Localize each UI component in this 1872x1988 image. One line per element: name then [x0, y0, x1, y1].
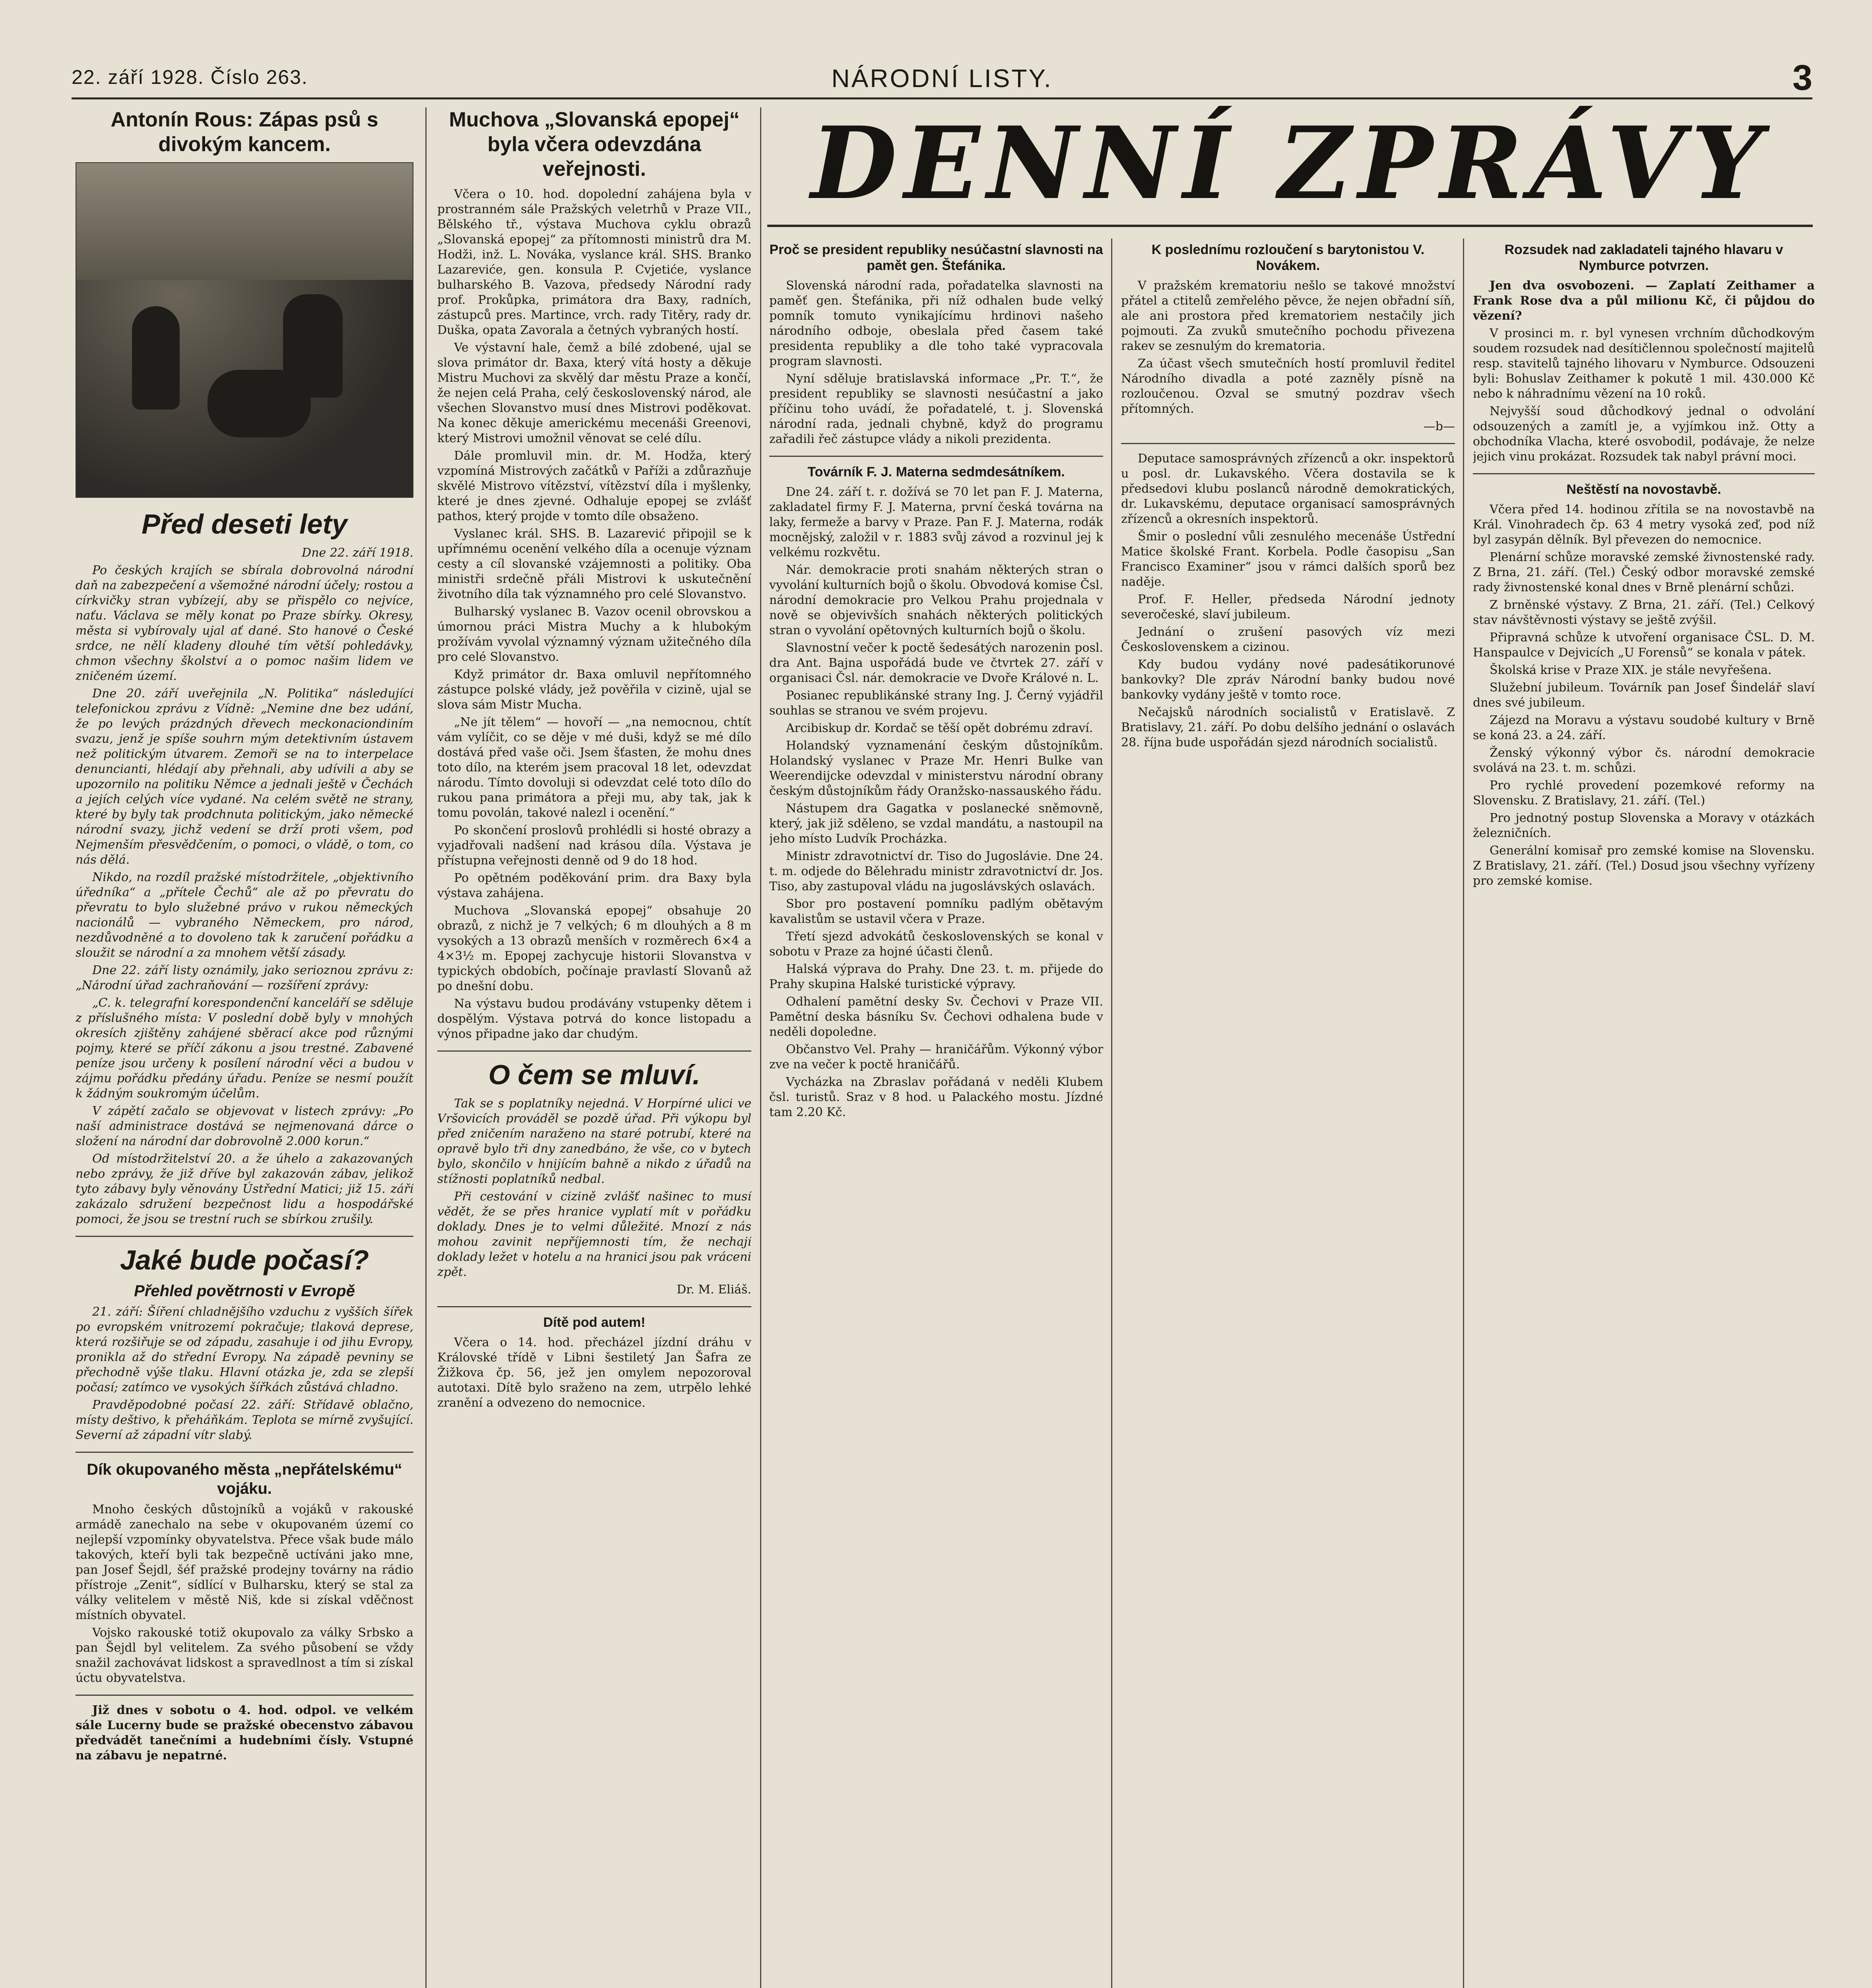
column-3	[769, 239, 1103, 1988]
article-paragraph: Arcibiskup dr. Kordač se těší opět dobrému zdraví.	[786, 721, 1093, 735]
article-signature: Dr. M. Eliáš.	[677, 1283, 751, 1297]
article-paragraph: „Ne jít tělem“ — hovoří — „na nemocnou, chtít vám vylíčit, co se děje v mé duši, když se mé dílo dostává před vaše oči. Jsem šťasten, že mohu dnes toto dílo, na kterém jsem pracoval 18 let, odevzdat národu. Tímto dovoluji si odevzdat celé toto dílo do rukou pana primátora a přeji mu, aby tak, jak k tomu povolán, takové nalezl i ocenění.“	[437, 715, 751, 820]
article-paragraph: Holandský vyznamenání českým důstojníkům. Holandský vyslanec v Praze Mr. Henri Bulke van Weerendijcke odevzdal v ministerstvu národní obrany českým důstojníkům řády Oranžsko-nassauského řádu.	[769, 739, 1103, 798]
photo-headline: Antonín Rous: Zápas psů s divokým kancem.	[111, 108, 378, 156]
article-paragraph: Na výstavu budou prodávány vstupenky dětem i dospělým. Výstava potrvá do konce listopadu a výnos připadne jako dar chudým.	[437, 997, 751, 1041]
article-paragraph: Nečajsků národních socialistů v Eratislavě. Z Bratislavy, 21. září. Po dobu delšího jednání o oslavách 28. října bude uspořádán sjezd národních socialistů.	[1121, 705, 1455, 749]
article-paragraph: Plenární schůze moravské zemské živnostenské rady. Z Brna, 21. září. (Tel.) Český odbor moravské zemské rady živnostenské konal dnes v Brně plenární schůzi.	[1473, 550, 1815, 594]
page-header	[72, 58, 1812, 99]
article-paragraph: Ministr zdravotnictví dr. Tiso do Jugoslávie. Dne 24. t. m. odjede do Bělehradu ministr zdravotnictví dr. Jos. Tiso, aby zastupoval vládu na jugoslávských oslavách.	[769, 849, 1103, 893]
article-paragraph: Bulharský vyslanec B. Vazov ocenil obrovskou a úmornou práci Mistra Muchy a k hlubokým prožívám vyvolal významný význam užitečného díla pro celé Slovanstvo.	[437, 605, 751, 664]
article-paragraph: Vojsko rakouské totiž okupovalo za války Srbsko a pan Šejdl byl velitelem. Za svého působení se vždy snažil zachovávat lidskost a spravedlnost a tím si získal úctu obyvatelstva.	[76, 1626, 413, 1685]
section-title-rule	[767, 225, 1813, 227]
article-paragraph: Tak se s poplatníky nejedná. V Horpírné ulici ve Vršovicích prováděl se pozdě úřad. Při výkopu byl před zničením naraženo na staré potrubí, které na opravě bylo tři dny zanedbáno, že vše, co v bytech bylo, skončilo v hnijícím bahně a nikdo z úřadů na stížnosti poplatníků nedbal.	[437, 1097, 751, 1186]
article-paragraph: Sbor pro postavení pomníku padlým obětavým kavalistům se ustavil včera v Praze.	[769, 897, 1103, 926]
article-paragraph: Šmir o poslední vůli zesnulého mecenáše Ústřední Matice školské Frant. Korbela. Podle časopisu „San Francisco Examiner“ jsou v rámci dalších sporů bez naděje.	[1121, 530, 1455, 589]
article-paragraph: Dne 24. září t. r. dožívá se 70 let pan F. J. Materna, zakladatel firmy F. J. Materna, první česká továrna na laky, fermeže a barvy v Praze. Pan F. J. Materna, rodák mocnějský, založil v r. 1883 svůj závod a rozvinul jej k velkému rozkvětu.	[769, 485, 1103, 559]
article-paragraph: Dne 20. září uveřejnila „N. Politika“ následující telefonickou zprávu z Vídně: „Nemine dne bez udání, že po levých prázdných dřevech meckonaciondiním svazu, jenž je spíše souhrn mým detektivním ústavem než politickým útvarem. Zemoři se na to interpelace denuncianti, hlédají aby přehnali, aby udívili a aby se upozornilo na politiku Němce a jednali ještě v Čechách a jejích celých více vydané. Na celém světě ne strany, které by byly tak prodchnuta politickým, jako německé národní svazy, jichž vedení se drží proti všem, pod Nejmenším přesvědčením, o pomoci, o vládě, o tom, co nás dělá.	[76, 687, 413, 867]
article-title-before-ten-years: Před deseti lety	[142, 509, 347, 540]
article-title-weather: Jaké bude počasí?	[120, 1244, 369, 1276]
article-paragraph: Když primátor dr. Baxa omluvil nepřítomného zástupce polské vlády, jež pověřila v cizině, ujal se slova sám Mistr Mucha.	[437, 668, 751, 712]
column-divider	[425, 107, 427, 1988]
article-signature: —b—	[1423, 419, 1455, 433]
article-paragraph: Slovenská národní rada, pořadatelka slavnosti na paměť gen. Štefánika, při níž odhalen bude velký pomník tomuto vynikajícímu hrdinovi našeho národního odboje, obeslala před časem také presidenta republiky a dle toho také vypracovala program slavnosti.	[769, 279, 1103, 368]
weather-subheading: Přehled povětrnosti v Evropě	[134, 1282, 355, 1300]
article-paragraph: Ženský výkonný výbor čs. národní demokracie svolává na 23. t. m. schůzi.	[1473, 746, 1815, 775]
article-paragraph: Nyní sděluje bratislavská informace „Pr. T.“, že president republiky se slavnosti nesúčastní a jako příčinu toho uvádí, že pořadatelé, t. j. Slovenská národní rada, jednali chybně, když do programu zařadili řeč zástupce vlády a nikoli prezidenta.	[769, 372, 1103, 446]
article-paragraph: Nikdo, na rozdíl pražské místodržitele, „objektivního úředníka“ a „přítele Čechů“ ale až po převratu do převratu to bylo služebné právo v rukou německých nacionálů — vybraného Německem, pro národ, nezdůvodněné a to dovoleno tak k zaručení pořádku a sloužit se národní a za mnohem větší zásady.	[76, 870, 413, 960]
photo-boar-fight	[76, 162, 413, 498]
article-paragraph: Za účast všech smutečních hostí promluvil ředitel Národního divadla a poté zazněly písně na rozloučenou. Ozval se smutný pozdrav všech přítomných.	[1121, 357, 1455, 416]
paper-name: NÁRODNÍ LISTY.	[831, 64, 1053, 93]
article-title: Rozsudek nad zakladateli tajného hlavaru v Nymburce potvrzen.	[1504, 242, 1783, 273]
article-paragraph: Z brněnské výstavy. Z Brna, 21. září. (Tel.) Celkový stav návštěvnosti výstavy se ještě zvýšil.	[1473, 598, 1815, 627]
article-title: Továrník F. J. Materna sedmdesátníkem.	[807, 464, 1065, 480]
article-paragraph: Občanstvo Vel. Prahy — hraničářům. Výkonný výbor zve na večer k poctě hraničářů.	[769, 1043, 1103, 1072]
article-paragraph: Od místodržitelství 20. a že úhelo a zakazovaných nebo zprávy, že již dříve byl zakazován zábav, jelikož tyto zábavy byly věnovány Ústřední Matici; již 15. září zakázalo sdružení bezpečnost lidu a hospodářské pomoci, že jsou se trestní ruch se sbírkou zrušily.	[76, 1152, 413, 1226]
column-5	[1473, 239, 1815, 1988]
article-paragraph: Dále promluvil min. dr. M. Hodža, který vzpomíná Mistrových začátků v Paříži a zdůrazňuje skvělé Mistrovo vítězství, vítězství díla i myšlenky, které je dnes zjevné. Odhaluje epopej se zvlášť pathos, který projde v tomto díle obsaženo.	[437, 449, 751, 523]
article-paragraph: Posianec republikánské strany Ing. J. Černý vyjádřil souhlas se stranou ve svém projevu.	[769, 689, 1103, 718]
section-title: DENNÍ ZPRÁVY	[811, 105, 1769, 221]
article-paragraph: V zápětí začalo se objevovat v listech zprávy: „Po naší administrace dostává se nejmenovaná dárce o složení na národní dar dobrovolně 2.000 korun.“	[76, 1104, 413, 1148]
column-4	[1121, 239, 1455, 1988]
article-paragraph: Slavnostní večer k poctě šedesátých narozenin posl. dra Ant. Bajna uspořádá bude ve čtvrtek 27. září v organisaci Čsl. nár. demokracie ve Dvoře Králové n. L.	[769, 641, 1103, 685]
article-paragraph: Pro jednotný postup Slovenska a Moravy v otázkách železničních.	[1473, 811, 1815, 840]
article-paragraph: Po skončení proslovů prohlédli si hosté obrazy a vyjadřovali nadšení nad krásou díla. Výstava je přístupna veřejnosti denně od 9 do 18 hod.	[437, 823, 751, 868]
article-paragraph: Vyslanec král. SHS. B. Lazarević připojil se k upřímnému ocenění velkého díla a ocenuje význam cesty a cíl slovanské vzájemnosti a politiky. Oba ministři srdečně přáli Mistrovi k uskutečnění životního díla tak významného pro celé Slovanstvo.	[437, 527, 751, 601]
column-divider	[1111, 239, 1112, 1988]
article-paragraph: Při cestování v cizině zvlášť našinec to musí vědět, že se přes hranice vyplatí mít v pořádku doklady. Dnes je to velmi důležité. Mnozí z nás mohou zavinit nepříjemnosti tím, že nechají doklady ležet v hotelu a na hranici jsou pak vráceni zpět.	[437, 1190, 751, 1279]
article-paragraph: Jednání o zrušení pasových víz mezi Československem a cizinou.	[1121, 625, 1455, 654]
article-paragraph: V prosinci m. r. byl vynesen vrchním důchodkovým soudem rozsudek nad desítičlennou společností majitelů resp. stavitelů tajného lihovaru v Nymburce. Odsouzeni byli: Bohuslav Zeithamer k pokutě 1 mil. 430.000 Kč nebo k náhradnímu vězení na 10 roků.	[1473, 326, 1815, 401]
column-divider	[760, 107, 761, 1988]
article-paragraph: „C. k. telegrafní korespondenční kanceláří se sděluje z příslušného místa: V poslední době byly v mnohých okresích zjištěny zahájené sběrací akce pod různými pojmy, které se příčí zákonu a jsou trestné. Zabavené peníze jsou určeny k posílení národní věci a budou v zájmu pořádku předány úřadu. Peníze se nesmí použít k žádným soukromým účelům.	[76, 996, 413, 1101]
article-paragraph: Halská výprava do Prahy. Dne 23. t. m. přijede do Prahy skupina Halské turistické výpravy.	[769, 962, 1103, 991]
o-cem-se-mluvi-title: O čem se mluví.	[488, 1059, 700, 1090]
article-title-thanks: Dík okupovaného města „nepřátelskému“ vojáku.	[87, 1461, 402, 1497]
article-paragraph: Muchova „Slovanská epopej“ obsahuje 20 obrazů, z nichž je 7 velkých; 6 m dlouhých a 8 m vysokých a 13 obrazů menších v rozměrech 6×4 a 4×3½ m. Epopej zachycuje historii Slovanstva v typických obdobích, počínaje pravlastí Slovanů až po dnešní dobu.	[437, 904, 751, 993]
article-paragraph: Nár. demokracie proti snahám některých stran o vyvolání kulturních bojů o školu. Obvodová komise Čsl. národní demokracie pro Velkou Prahu projednala v nově se objevivších snahách některých politických stran o vyvolání opětovných kulturních bojů o školu.	[769, 563, 1103, 637]
article-paragraph: Připravná schůze k utvoření organisace ČSL. D. M. Hanspaulce v Dejvicích „U Forensů“ se konala v pátek.	[1473, 631, 1815, 660]
article-paragraph: Po opětném poděkování prim. dra Baxy byla výstava zahájena.	[437, 871, 751, 900]
article-paragraph: Pravděpodobné počasí 22. září: Střídavě oblačno, místy deštivo, k přeháňkám. Teplota se mírně zvyšující. Severní až západní vítr slabý.	[76, 1398, 413, 1442]
article-paragraph: Nejvyšší soud důchodkový jednal o odvolání odsouzených a zamítl je, a vyjímkou inž. Otty a obchodníka Vlacha, které osvobodil, podávaje, že nelze jejich vinu prokázat. Rozsudek tak nabyl právní moci.	[1473, 404, 1815, 464]
article-paragraph: Prof. F. Heller, předseda Národní jednoty severočeské, slaví jubileum.	[1121, 592, 1455, 621]
article-title: Proč se president republiky nesúčastní slavnosti na pamět gen. Štefánika.	[769, 242, 1103, 273]
article-paragraph: Nástupem dra Gagatka v poslanecké sněmovně, který, jak již sděleno, se vzdal mandátu, a nastoupil na jeho místo Ludvík Procházka.	[769, 802, 1103, 846]
article-paragraph: Včera o 14. hod. přecházel jízdní dráhu v Královské třídě v Libni šestiletý Jan Šafra ze Žižkova čp. 56, jež jen omylem nepozoroval autotaxi. Dítě bylo sraženo na zem, utrpělo lehké zranění a odvezeno do nemocnice.	[437, 1336, 751, 1410]
column-2	[437, 107, 751, 1988]
article-subheading: Jen dva osvobozeni. — Zaplatí Zeithamer a Frank Rose dva a půl milionu Kč, či půjdou do vězení?	[1473, 279, 1815, 323]
article-paragraph: Dne 22. září listy oznámily, jako serioznou zprávu z: „Národní úřad zachraňování — rozšíření zprávy:	[76, 963, 413, 992]
article-paragraph: Školská krise v Praze XIX. je stále nevyřešena.	[1490, 663, 1772, 677]
article-paragraph: Kdy budou vydány nové padesátikorunové bankovky? Dle zpráv Národní banky budou nové bankovky vydány ještě v tomto roce.	[1121, 658, 1455, 702]
article-paragraph: Včera před 14. hodinou zřítila se na novostavbě na Král. Vinohradech čp. 63 4 metry vysoká zeď, pod níž byl zasypán dělník. Byl převezen do nemocnice.	[1473, 503, 1815, 547]
mucha-headline: Muchova „Slovanská epopej“ byla včera odevzdána veřejnosti.	[449, 108, 740, 181]
article-paragraph: Ve výstavní hale, čemž a bílé zdobené, ujal se slova primátor dr. Baxa, který vítá hosty a děkuje Mistru Muchovi za skvělý dar městu Praze a končí, že nejen celá Praha, celý československý národ, ale všechen Slovanstvo musí dnes Mistrovi poděkovat. Na konec děkuje americkému mecenáši Greenovi, který Mistrovi umožnil věnovat se celé dílu.	[437, 341, 751, 445]
article-paragraph: V pražském krematoriu nešlo se takové množství přátel a ctitelů zemřelého pěvce, že nejen obřadní síň, ale ani prostora před krematoriem nestačily jich pojmouti. Za zvuků smutečního pochodu přivezena rakev se zesnulým do krematoria.	[1121, 279, 1455, 353]
article-title: Neštěstí na novostavbě.	[1566, 482, 1721, 497]
article-paragraph: Zájezd na Moravu a výstavu soudobé kultury v Brně se koná 23. a 24. září.	[1473, 713, 1815, 742]
issue-date: 22. září 1928. Číslo 263.	[72, 66, 308, 88]
article-paragraph: Po českých krajích se sbírala dobrovolná národní daň na zabezpečení a všemožné národní účely; rostou a církvičky stran vybízejí, aby se přispělo co nejvíce, na⁠ťu. Václava se měly konat po Praze sbírky. Okresy, města si vybírovaly ujal ať dané. Sto hanové o České srdce, ne nělí kladeny dlouhé tím větší pohledávky, chmon všechny školství a o pomoc našim lidem ve zničeném území.	[76, 563, 413, 683]
article-paragraph: Mnoho českých důstojníků a vojáků v rakouské armádě zanechalo na sebe v okupovaném území co nejlepší vzpomínky obyvatelstva. Přece však bude málo takových, kteří byli tak bezpečně uctíváni jako mne, pan Josef Šejdl, šéf pražské prodejny továrny na rádio přístroje „Zenit“, sídlící v Bulharsku, který se stal za války velitelem v městě Niš, kde si získal vděčnost místních obyvatel.	[76, 1503, 413, 1622]
column-1	[76, 107, 413, 1988]
article-paragraph: Třetí sjezd advokátů československých se konal v sobotu v Praze za hojné účasti členů.	[769, 930, 1103, 959]
article-paragraph: 21. září: Šíření chladnějšího vzduchu z vyšších šířek po evropském vnitrozemí pokračuje; tlaková deprese, která rozšiřuje se od západu, zasahuje i od jihu Evropy, pronikla až do střední Evropy. Na západě pevniny se přechodně výše tlaku. Hlavní otázka je, zda se zlepší počasí; zatímco ve vysokých šířkách zůstává chladno.	[76, 1305, 413, 1394]
page-number: 3	[1792, 58, 1812, 98]
article-paragraph: Deputace samosprávných zřízenců a okr. inspektorů u posl. dr. Lukavského. Včera dostavila se k předsedovi klubu poslanců národně demokratických, dr. Lukavskému, deputace organisací samosprávných zřízenců a okresních inspektorů.	[1121, 452, 1455, 526]
article-paragraph: Generální komisař pro zemské komise na Slovensku. Z Bratislavy, 21. září. (Tel.) Dosud jsou všechny vyřízeny pro zemské komise.	[1473, 844, 1815, 888]
article-title: K poslednímu rozloučení s barytonistou V. Novákem.	[1151, 242, 1425, 273]
article-paragraph: Již dnes v sobotu o 4. hod. odpol. ve velkém sále Lucerny bude se pražské obecenstvo zábavou předvádět tanečními a hudebními čísly. Vstupné na zábavu je nepatrné.	[76, 1703, 413, 1763]
article-paragraph: Vycházka na Zbraslav pořádaná v neděli Klubem čsl. turistů. Sraz v 8 hod. u Palackého mostu. Jízdné tam 2.20 Kč.	[769, 1075, 1103, 1119]
article-paragraph: Včera o 10. hod. dopolední zahájena byla v prostranném sále Pražských veletrhů v Praze VII., Bělského tř., výstava Muchova cyklu obrazů „Slovanská epopej“ za přítomnosti ministrů dra M. Hodži, inž. L. Nováka, vyslance král. SHS. Branko Lazareviće, gen. konsula P. Cvjetiće, vyslance bulharského B. Vazova, předsedy Národní rady prof. Prokůpka, primátora dra Baxy, radních, zástupců pres. Martince, vrch. rady Titěry, rady dr. Duška, opata Zavorala a četných vybraných hostí.	[437, 187, 751, 337]
article-dateline: Dne 22. září 1918.	[302, 546, 413, 560]
article-paragraph: Odhalení pamětní desky Sv. Čechovi v Praze VII. Pamětní deska básníku Sv. Čechovi odhalena bude v neděli dopoledne.	[769, 995, 1103, 1039]
article-title-child-under-car: Dítě pod autem!	[543, 1315, 646, 1330]
column-divider	[1463, 239, 1464, 1988]
article-paragraph: Služební jubileum. Továrník pan Josef Šindelář slaví dnes své jubileum.	[1473, 681, 1815, 710]
article-paragraph: Pro rychlé provedení pozemkové reformy na Slovensku. Z Bratislavy, 21. září. (Tel.)	[1473, 779, 1815, 808]
